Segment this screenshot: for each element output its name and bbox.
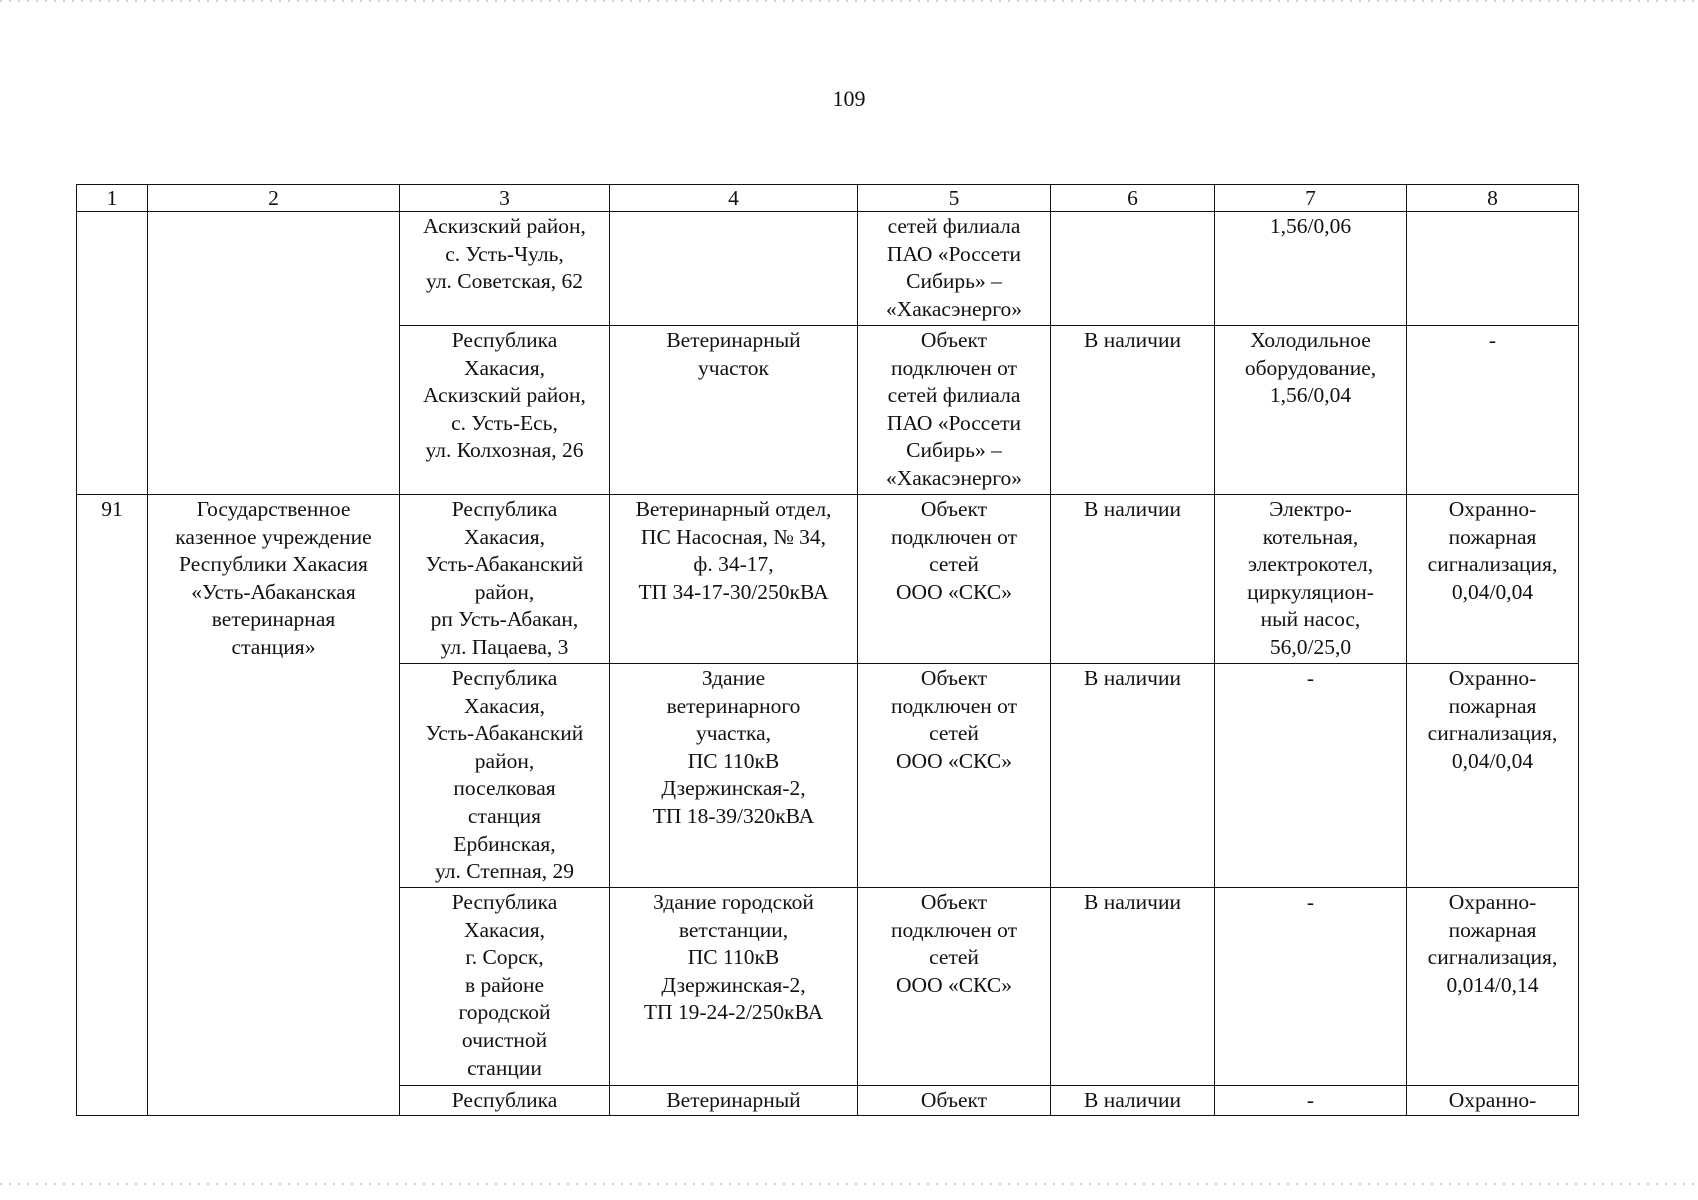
cell-security: Охранно- [1407,1086,1579,1116]
cell-address: Республика Хакасия, г. Сорск, в районе городской очистной станции [400,888,610,1086]
cell-security: Охранно- пожарная сигнализация, 0,04/0,04 [1407,664,1579,888]
column-header-4: 4 [610,185,858,212]
cell-availability: В наличии [1051,664,1215,888]
column-header-6: 6 [1051,185,1215,212]
cell-object [610,212,858,326]
cell-object: Здание ветеринарного участка, ПС 110кВ Дзержинская-2, ТП 18-39/320кВА [610,664,858,888]
cell-address: Республика Хакасия, Усть-Абаканский район, рп Усть-Абакан, ул. Пацаева, 3 [400,495,610,664]
cell-equipment: - [1215,888,1407,1086]
column-header-5: 5 [858,185,1051,212]
cell-organization-empty [148,212,400,495]
cell-availability [1051,212,1215,326]
cell-availability: В наличии [1051,495,1215,664]
table-header-row [77,185,1579,212]
cell-connection: Объект подключен от сетей ООО «СКС» [858,664,1051,888]
cell-organization: Государственное казенное учреждение Республики Хакасия «Усть-Абаканская ветеринарная станция» [148,495,400,1116]
scan-edge-bottom [0,1183,1698,1185]
page-number: 109 [832,86,866,111]
cell-connection: Объект подключен от сетей ООО «СКС» [858,495,1051,664]
column-header-1: 1 [77,185,148,212]
table-row [77,212,1579,326]
cell-equipment: - [1215,1086,1407,1116]
cell-availability: В наличии [1051,1086,1215,1116]
cell-address: Республика Хакасия, Усть-Абаканский район, поселковая станция Ербинская, ул. Степная, 29 [400,664,610,888]
column-header-3: 3 [400,185,610,212]
cell-availability: В наличии [1051,888,1215,1086]
cell-address: Республика Хакасия, Аскизский район, с. Усть-Есь, ул. Колхозная, 26 [400,326,610,495]
table-row [77,495,1579,664]
cell-security: - [1407,326,1579,495]
cell-security: Охранно- пожарная сигнализация, 0,04/0,04 [1407,495,1579,664]
cell-equipment: Электро- котельная, электрокотел, циркуляцион- ный насос, 56,0/25,0 [1215,495,1407,664]
column-header-8: 8 [1407,185,1579,212]
cell-object: Ветеринарный [610,1086,858,1116]
cell-object: Ветеринарный участок [610,326,858,495]
cell-equipment: 1,56/0,06 [1215,212,1407,326]
column-header-2: 2 [148,185,400,212]
cell-number: 91 [77,495,148,1116]
cell-connection: сетей филиала ПАО «Россети Сибирь» – «Хакасэнерго» [858,212,1051,326]
cell-equipment: Холодильное оборудование, 1,56/0,04 [1215,326,1407,495]
document-table [76,184,1579,1116]
cell-connection: Объект [858,1086,1051,1116]
cell-connection: Объект подключен от сетей филиала ПАО «Россети Сибирь» – «Хакасэнерго» [858,326,1051,495]
column-header-7: 7 [1215,185,1407,212]
cell-object: Здание городской ветстанции, ПС 110кВ Дзержинская-2, ТП 19-24-2/250кВА [610,888,858,1086]
cell-number-empty [77,212,148,495]
cell-security [1407,212,1579,326]
cell-equipment: - [1215,664,1407,888]
cell-address: Аскизский район, с. Усть-Чуль, ул. Советская, 62 [400,212,610,326]
cell-security: Охранно- пожарная сигнализация, 0,014/0,14 [1407,888,1579,1086]
cell-availability: В наличии [1051,326,1215,495]
cell-connection: Объект подключен от сетей ООО «СКС» [858,888,1051,1086]
cell-object: Ветеринарный отдел, ПС Насосная, № 34, ф. 34-17, ТП 34-17-30/250кВА [610,495,858,664]
scan-edge-top [0,0,1698,2]
cell-address: Республика [400,1086,610,1116]
